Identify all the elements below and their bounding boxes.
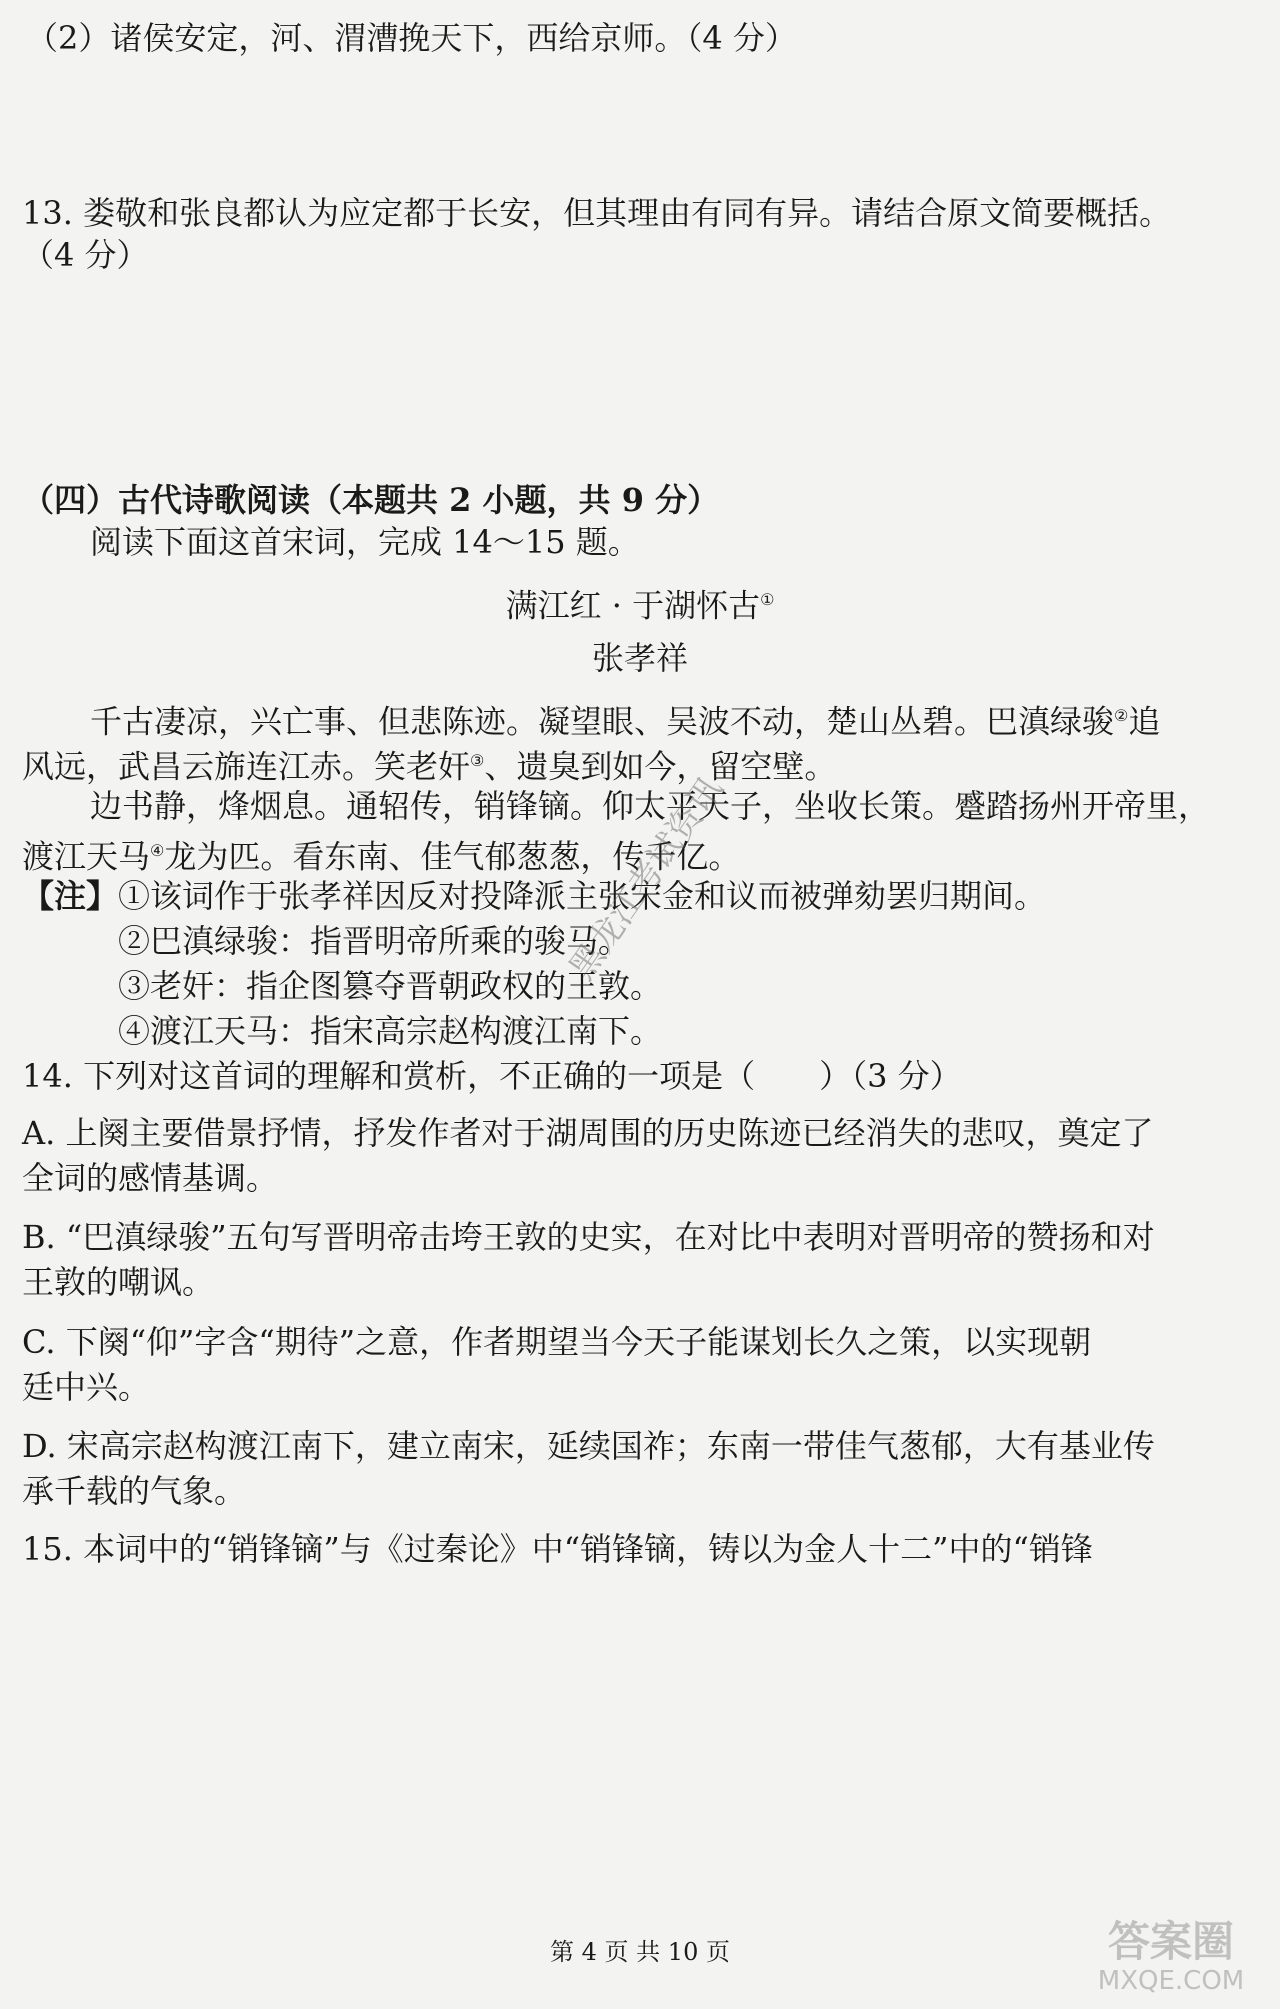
section-instruction: 阅读下面这首宋词，完成 14～15 题。 [90,523,640,561]
poem-text: 龙为匹。看东南、佳气郁葱葱，传千亿。 [164,837,741,876]
q14-option-c-line-2: 廷中兴。 [22,1368,151,1406]
q12-item-2: （2）诸侯安定，河、渭漕挽天下，西给京师。（4 分） [26,19,797,57]
page-footer: 第 4 页 共 10 页 [550,1938,730,1966]
note-mark: ③ [470,751,485,770]
section-heading: （四）古代诗歌阅读（本题共 2 小题，共 9 分） [22,481,720,519]
note-4: ④渡江天马：指宋高宗赵构渡江南下。 [118,1012,663,1050]
q14-stem: 14. 下列对这首词的理解和赏析，不正确的一项是（ ）（3 分） [22,1057,962,1095]
note-mark: ④ [150,841,165,860]
q15-stem: 15. 本词中的“销锋镝”与《过秦论》中“销锋镝，铸以为金人十二”中的“销锋 [22,1530,1093,1568]
poem-p1-line-2 [0,741,1280,787]
logo-domain: MXQE.COM [1097,1966,1245,1996]
poem-title-note-mark: ① [760,590,775,609]
poem-p2-line-1: 边书静，烽烟息。通轺传，销锋镝。仰太平天子，坐收长策。蹙踏扬州开帝里， [90,787,1211,825]
q14-option-a-line-1: A. 上阕主要借景抒情，抒发作者对于湖周围的历史陈迹已经消失的悲叹，奠定了 [22,1114,1154,1152]
poem-text: 风远，武昌云旆连江赤。笑老奸 [22,747,471,786]
poem-p1-line-1 [0,696,1280,742]
notes-label: 【注】 [22,877,119,915]
q14-option-b-line-2: 王敦的嘲讽。 [22,1263,215,1301]
note-3: ③老奸：指企图篡夺晋朝政权的王敦。 [118,967,663,1005]
q13-line-1: 13. 娄敬和张良都认为应定都于长安，但其理由有同有异。请结合原文简要概括。 [22,194,1172,232]
q13-line-2: （4 分） [22,236,149,274]
poem-title-text: 满江红 · 于湖怀古 [505,586,761,625]
site-logo [1076,1917,1266,1999]
poem-author: 张孝祥 [591,639,688,677]
poem-text: 渡江天马 [22,837,151,876]
q14-option-c-line-1: C. 下阕“仰”字含“期待”之意，作者期望当今天子能谋划长久之策，以实现朝 [22,1323,1092,1361]
q14-option-a-line-2: 全词的感情基调。 [22,1159,279,1197]
logo-text: 答案圈 [1107,1917,1234,1966]
q14-option-d-line-1: D. 宋高宗赵构渡江南下，建立南宋，延续国祚；东南一带佳气葱郁，大有基业传 [22,1427,1155,1465]
note-2: ②巴滇绿骏：指晋明帝所乘的骏马。 [118,922,631,960]
poem-title [0,580,1280,626]
poem-text: 追 [1128,702,1161,741]
note-1-text: ①该词作于张孝祥因反对投降派主张宋金和议而被弹劾罢归期间。 [118,877,1047,915]
q14-option-d-line-2: 承千载的气象。 [22,1472,247,1510]
poem-text: 千古凄凉，兴亡事、但悲陈迹。凝望眼、吴波不动，楚山丛碧。巴滇绿骏 [90,702,1115,741]
watermark: 黑龙江考试资讯 [561,769,731,988]
q14-option-b-line-1: B. “巴滇绿骏”五句写晋明帝击垮王敦的史实，在对比中表明对晋明帝的赞扬和对 [22,1218,1155,1256]
note-mark: ② [1114,706,1129,725]
poem-text: 、遗臭到如今，留空壁。 [484,747,837,786]
